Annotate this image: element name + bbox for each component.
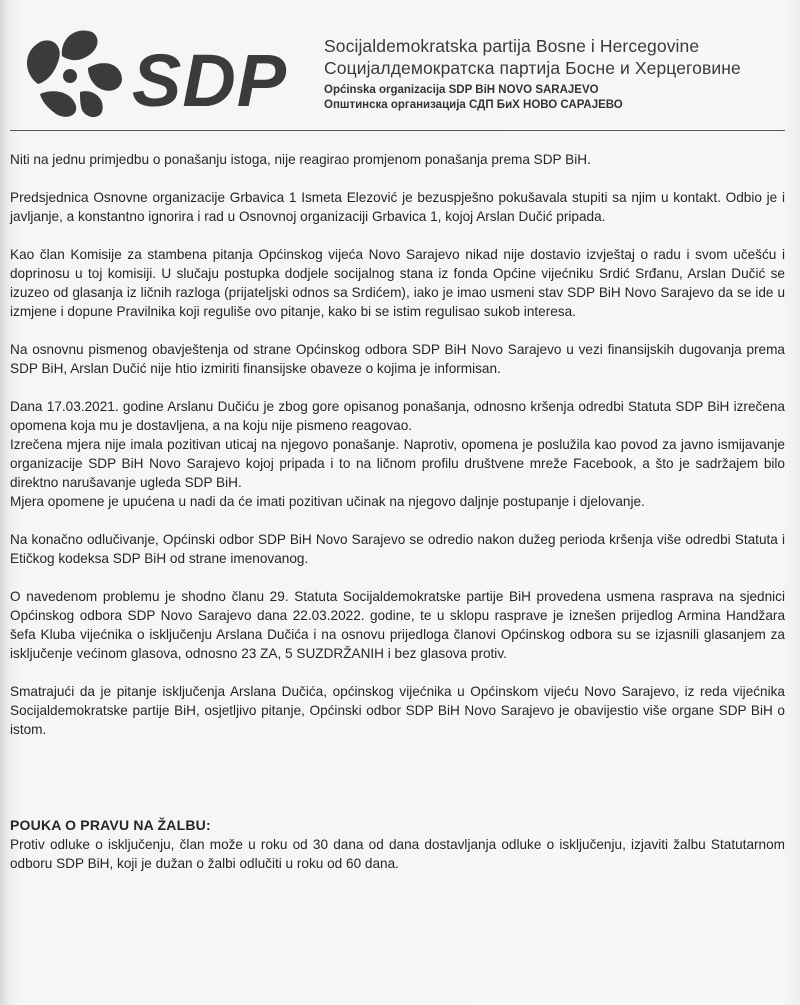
header-divider [10, 130, 785, 131]
sdp-logo-graphic [18, 18, 288, 123]
local-org-latin: Općinska organizacija SDP BiH NOVO SARAJEVO [324, 84, 599, 96]
sdp-logo [18, 18, 288, 123]
paragraph-5a: Dana 17.03.2021. godine Arslanu Dučiću je zbog gore opisanog ponašanja, odnosno kršenja odredbi Statuta SDP BiH izrečena opomena koja mu je dostavljena, a na koju nije pismeno reagovao. [10, 399, 785, 433]
paragraph-3: Kao član Komisije za stambena pitanja Općinskog vijeća Novo Sarajevo nikad nije dostavio izvještaj o radu i svom učešću i doprinosu u toj komisiji. U slučaju postupka dodjele socijalnog stana iz fonda Općine vijećniku Srdić Srđanu, Arslan Dučić se izuzeo od glasanja iz ličnih razloga (prijateljski odnos sa Srdićem), iako je imao usmeni stav SDP BiH Novo Sarajevo da se ide u izmjene i dopune Pravilnika koji reguliše ovo pitanje, kako bi se istim regulisao sukob interesa. [10, 247, 785, 319]
paragraph-1: Niti na jednu primjedbu o ponašanju istoga, nije reagirao promjenom ponašanja prema SDP BiH. [10, 152, 591, 167]
org-name-latin: Socijaldemokratska partija Bosne i Hercegovine [324, 36, 700, 56]
paragraph-5b: Izrečena mjera nije imala pozitivan uticaj na njegovo ponašanje. Naprotiv, opomena je poslužila kao povod za javno ismijavanje organizacije SDP BiH Novo Sarajevo kojoj pripada i to na ličnom profilu društvene mreže Facebook, a što je sadržajem bilo direktno narušavanje ugleda SDP BiH. [10, 437, 785, 490]
appeal-notice [10, 812, 785, 873]
document-body [10, 150, 785, 758]
appeal-notice-text: Protiv odluke o isključenju, član može u roku od 30 dana od dana dostavljanja odluke o isključenju, izjaviti žalbu Statutarnom odboru SDP BiH, koji je dužan o žalbi odlučiti u roku od 60 dana. [10, 837, 785, 871]
local-org-cyrillic: Општинска организација СДП БиХ НОВО САРАЈЕВО [324, 99, 623, 111]
paragraph-5c: Mjera opomene je upućena u nadi da će imati pozitivan učinak na njegovo daljnje postupanje i djelovanje. [10, 494, 645, 509]
organization-block [324, 36, 794, 113]
paragraph-2: Predsjednica Osnovne organizacije Grbavica 1 Ismeta Elezović je bezuspješno pokušavala stupiti sa njim u kontakt. Odbio je i javljanje, a konstantno ignorira i rad u Osnovnoj organizaciji Grbavica 1, kojoj Arslan Dučić pripada. [10, 190, 785, 224]
paragraph-8: Smatrajući da je pitanje isključenja Arslana Dučića, općinskog vijećnika u Općinskom vijeću Novo Sarajevo, iz reda vijećnika Socijaldemokratske partije BiH, osjetljivo pitanje, Općinski odbor SDP BiH Novo Sarajevo je obavijestio više organe SDP BiH o istom. [10, 684, 785, 737]
letterhead [10, 8, 790, 128]
paragraph-7: O navedenom problemu je shodno članu 29. Statuta Socijaldemokratske partije BiH provedena usmena rasprava na sjednici Općinskog odbora SDP Novo Sarajevo dana 22.03.2022. godine, te u sklopu rasprave je iznešen prijedlog Armina Handžara šefa Kluba vijećnika o isključenju Arslana Dučića i na osnovu prijedloga članovi Općinskog odbora su se izjasnili glasanjem za isključenje većinom glasova, odnosno 23 ZA, 5 SUZDRŽANIH i bez glasova protiv. [10, 589, 785, 661]
appeal-notice-title: POUKA O PRAVU NA ŽALBU: [10, 817, 211, 833]
paragraph-4: Na osnovnu pismenog obavještenja od strane Općinskog odbora SDP BiH Novo Sarajevo u vezi finansijskih dugovanja prema SDP BiH, Arslan Dučić nije htio izmiriti finansijske obaveze o kojima je informisan. [10, 342, 785, 376]
org-name-cyrillic: Социјалдемократска партија Босне и Херцеговине [324, 58, 741, 78]
paragraph-6: Na konačno odlučivanje, Općinski odbor SDP BiH Novo Sarajevo se odredio nakon dužeg perioda kršenja više odredbi Statuta i Etičkog kodeksa SDP BiH od strane imenovanog. [10, 532, 785, 566]
logo-wordmark: SDP [132, 39, 288, 122]
